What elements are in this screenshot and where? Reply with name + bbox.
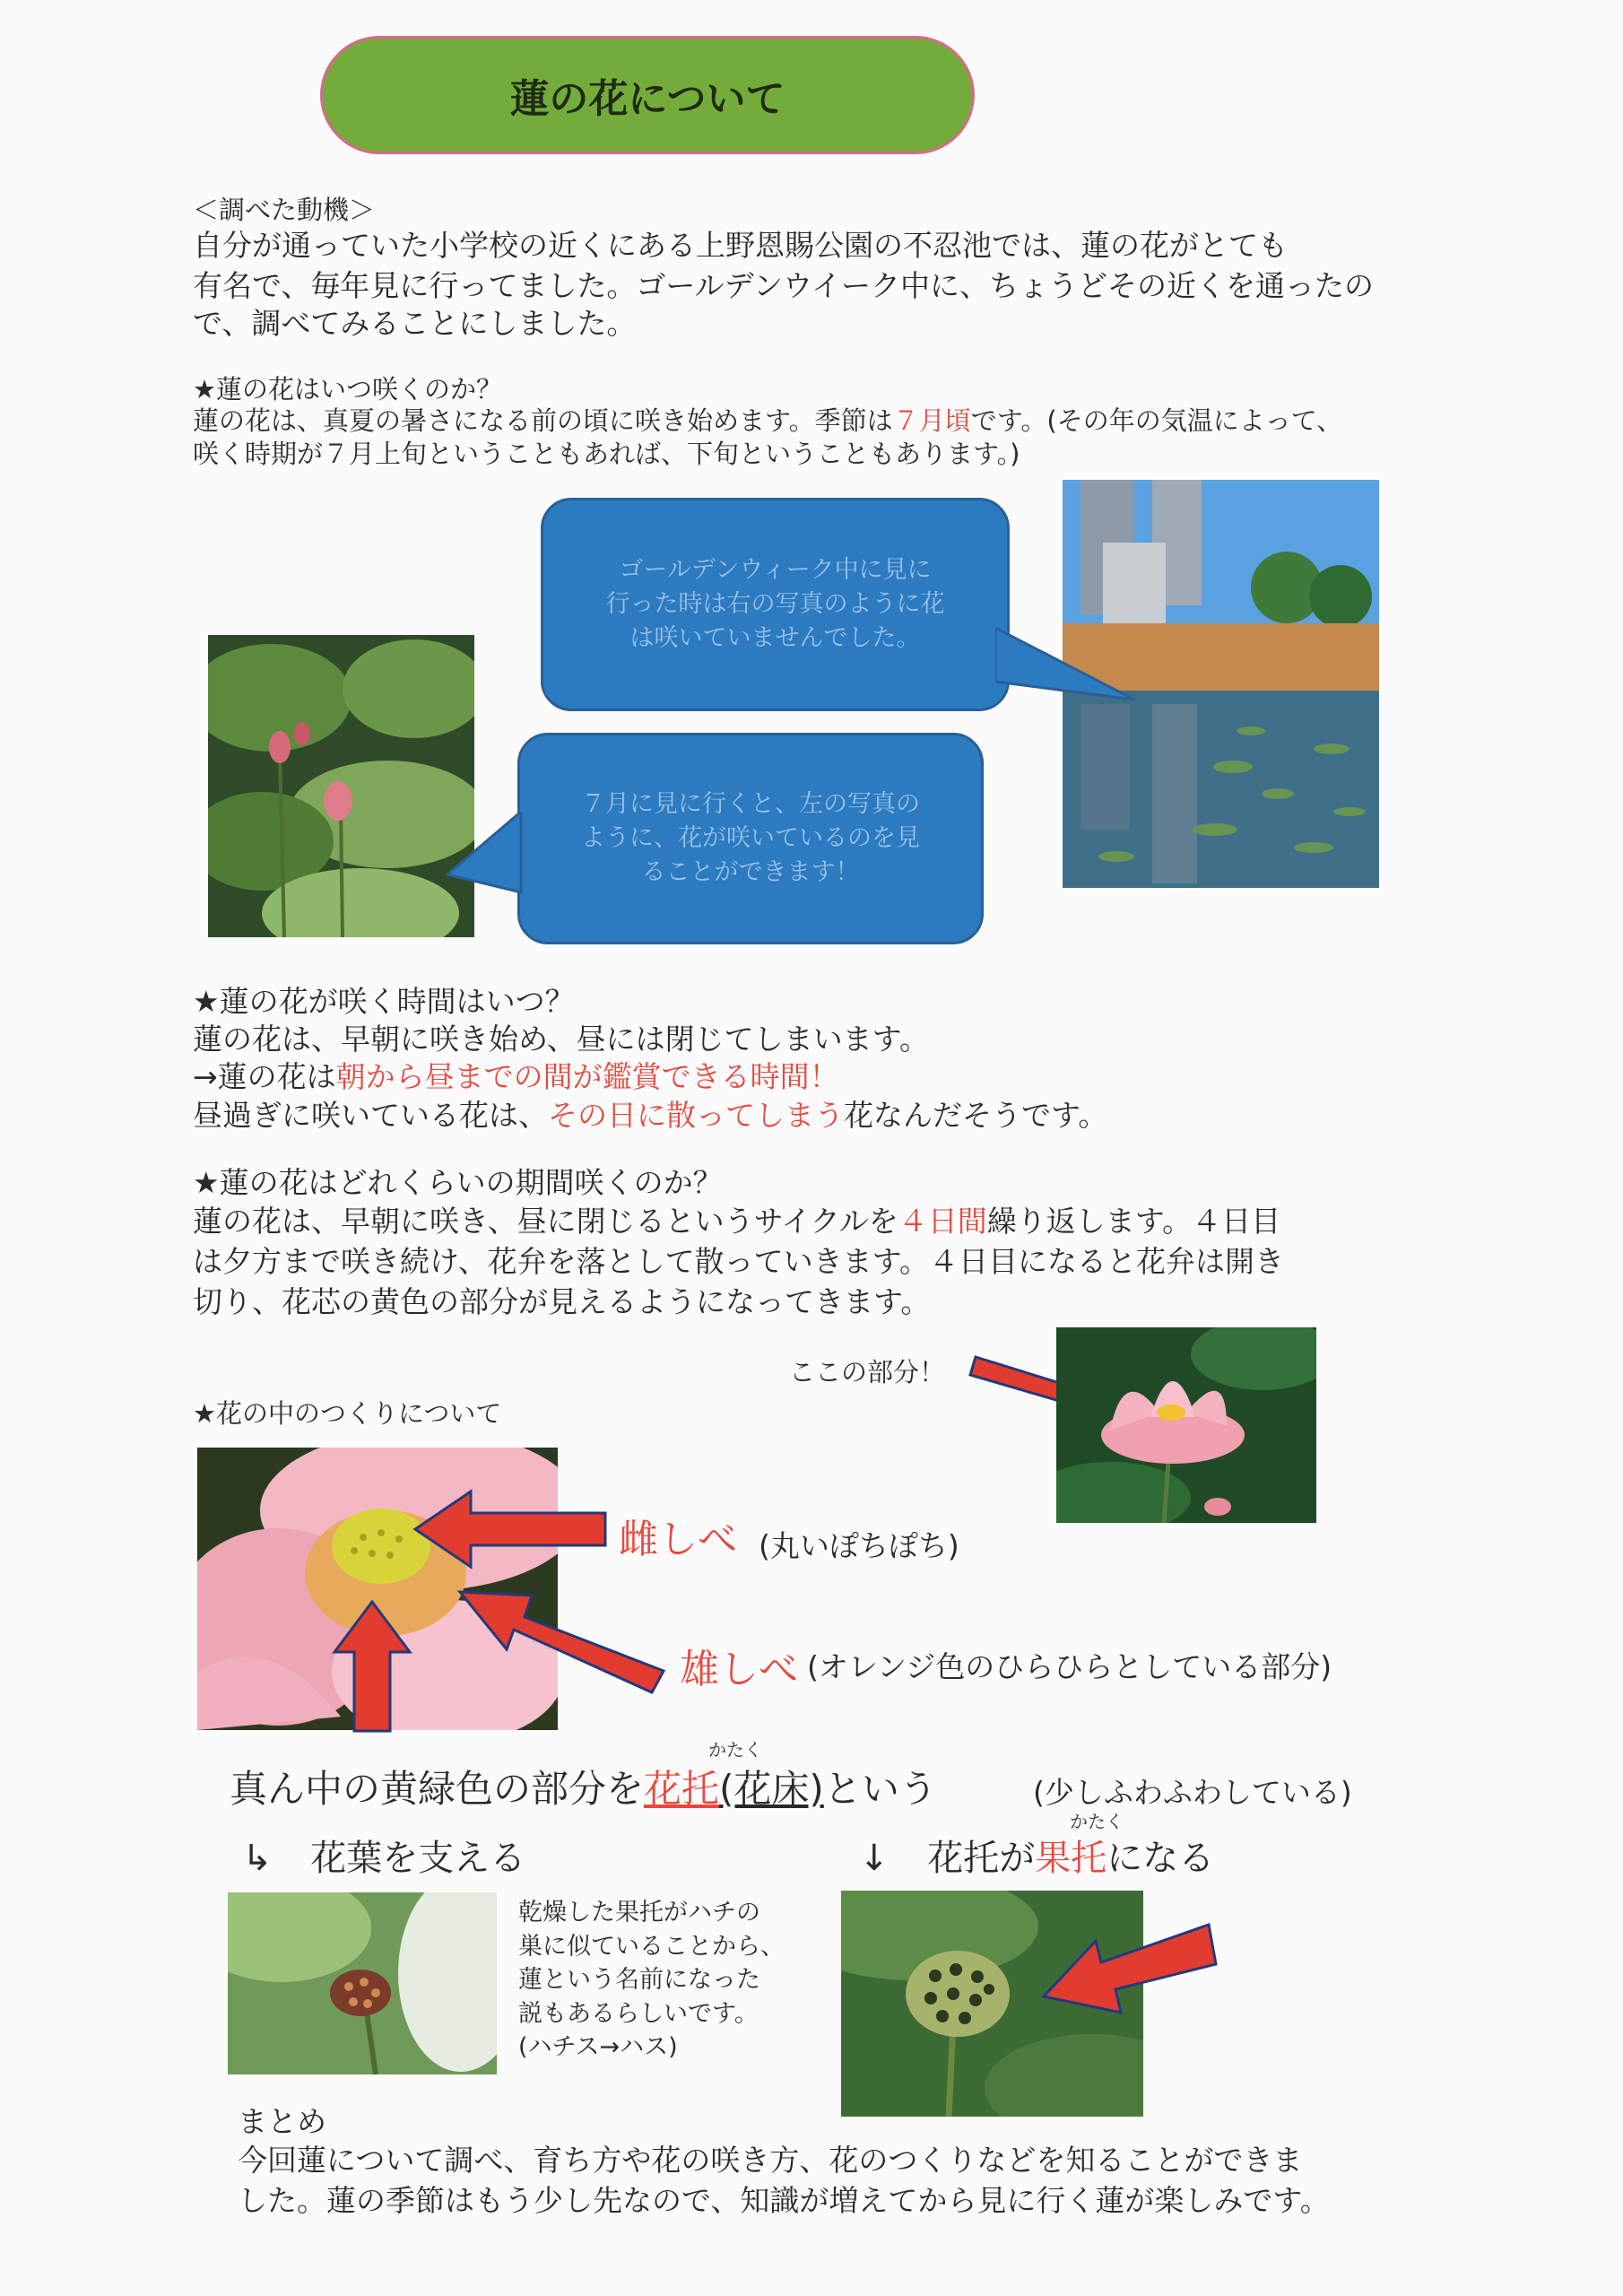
scatter-highlight: その日に散ってしまう [548, 1098, 844, 1133]
fruit-receptacle-term: 果托 [1035, 1838, 1107, 1879]
summary-heading: まとめ [238, 2104, 326, 2139]
when-bloom-heading: ★蓮の花はいつ咲くのか？ [193, 374, 502, 404]
structure-heading: ★花の中のつくりについて [193, 1398, 502, 1429]
left-branch: ↳ 花葉を支える [242, 1838, 526, 1879]
pistil-note: (丸いぽちぽち) [759, 1528, 959, 1563]
bubble-tail-right [995, 628, 1139, 709]
right-branch: ↓ 花托が果托になる [859, 1838, 1215, 1879]
when-bloom-line-1: 蓮の花は、真夏の暑さになる前の頃に咲き始めます。季節は７月頃です。(その年の気温によって、 [193, 405, 1343, 436]
summary-line-2: した。蓮の季節はもう少し先なので、知識が増えてから見に行く蓮が楽しみです。 [238, 2183, 1330, 2218]
july-highlight: ７月頃 [892, 405, 971, 436]
motivation-heading: ＜調べた動機＞ [193, 195, 376, 225]
receptacle-line: 真ん中の黄緑色の部分を花托(花床)という [230, 1767, 937, 1811]
motivation-line-1: 自分が通っていた小学校の近くにある上野恩賜公園の不忍池では、蓮の花がとても [193, 228, 1288, 263]
name-origin-line-4: 説もあるらしいです。 [518, 2000, 759, 2028]
bloom-time-heading: ★蓮の花が咲く時間はいつ？ [193, 984, 575, 1019]
stamen-arrow-diagonal [453, 1565, 668, 1709]
four-days-highlight: ４日間 [898, 1204, 987, 1239]
receptacle-term: 花托 [644, 1767, 720, 1811]
lotus-buds-photo [208, 635, 474, 937]
period-heading: ★蓮の花はどれくらいの期間咲くのか？ [193, 1165, 723, 1200]
bloom-time-line-3: 昼過ぎに咲いている花は、その日に散ってしまう花なんだそうです。 [193, 1098, 1108, 1133]
dried-pod-photo [228, 1892, 497, 2074]
name-origin-line-2: 巣に似ていることから、 [518, 1933, 785, 1961]
when-bloom-line-2: 咲く時期が７月上旬ということもあれば、下旬ということもあります。) [193, 439, 1020, 469]
name-origin-line-5: (ハチス→ハス) [518, 2033, 678, 2061]
receptacle-ruby: かたく [708, 1739, 762, 1761]
stamen-arrow-vertical [327, 1596, 417, 1735]
viewing-time-highlight: 朝から昼までの間が鑑賞できる時間！ [335, 1059, 839, 1094]
callout-here-label: ここの部分！ [789, 1357, 946, 1387]
page-title: 蓮の花について [509, 76, 785, 122]
pistil-label: 雌しべ [619, 1517, 737, 1562]
speech-bubble-july: ７月に見に行くと、左の写真の ように、花が咲いているのを見 ることができます！ [517, 733, 984, 944]
speech-bubble-gw: ゴールデンウィーク中に見に 行った時は右の写真のように花 は咲いていませんでした。 [541, 498, 1010, 711]
name-origin-line-1: 乾燥した果托がハチの [518, 1899, 760, 1926]
title-banner [320, 36, 975, 154]
down-arrow-icon: ↓ [859, 1838, 890, 1879]
period-line-1: 蓮の花は、早朝に咲き、昼に閉じるというサイクルを４日間繰り返します。４日目 [193, 1204, 1281, 1239]
name-origin-line-3: 蓮という名前になった [518, 1966, 760, 1994]
period-line-3: 切り、花芯の黄色の部分が見えるようになってきます。 [193, 1284, 931, 1319]
bloom-time-line-1: 蓮の花は、早朝に咲き始め、昼には閉じてしまいます。 [193, 1022, 930, 1057]
summary-line-1: 今回蓮について調べ、育ち方や花の咲き方、花のつくりなどを知ることができま [238, 2143, 1303, 2178]
bubble-tail-left [446, 812, 526, 901]
fruit-receptacle-ruby: かたく [1070, 1811, 1124, 1832]
motivation-line-2: 有名で、毎年見に行ってました。ゴールデンウイーク中に、ちょうどその近くを通ったの [193, 268, 1375, 303]
pistil-arrow [408, 1484, 610, 1574]
stamen-label: 雄しべ [680, 1647, 798, 1692]
period-line-2: は夕方まで咲き続け、花弁を落として散っていきます。４日目になると花弁は開き [193, 1244, 1285, 1279]
seed-pod-arrow [1038, 1919, 1218, 2018]
receptacle-note: (少しふわふわしている) [1033, 1775, 1352, 1810]
branch-arrow-icon: ↳ [242, 1838, 273, 1879]
stamen-note: (オレンジ色のひらひらとしている部分) [807, 1649, 1332, 1684]
motivation-line-3: で、調べてみることにしました。 [193, 306, 637, 341]
open-lotus-photo [1056, 1327, 1316, 1523]
bloom-time-line-2: →蓮の花は朝から昼までの間が鑑賞できる時間！ [193, 1059, 839, 1094]
